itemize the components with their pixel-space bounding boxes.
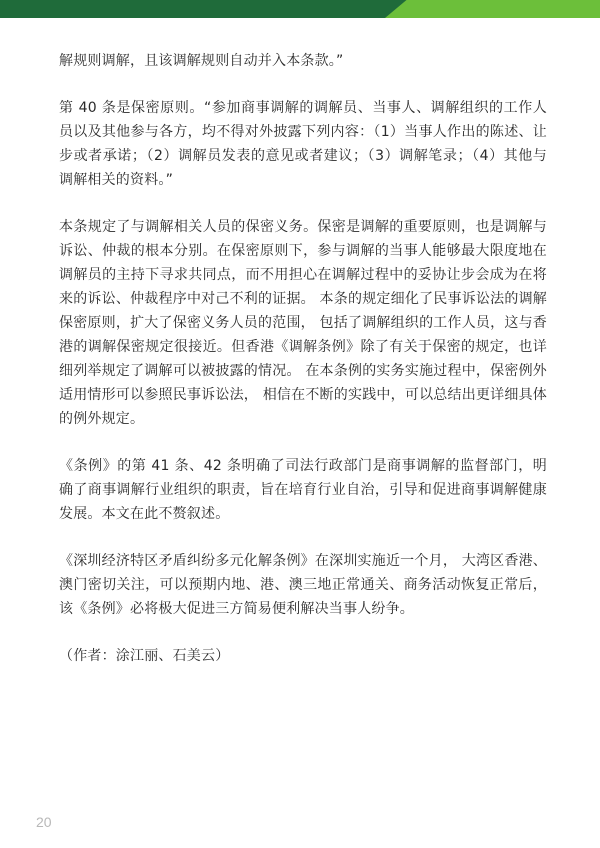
paragraph-authors: （作者：涂江丽、石美云） bbox=[59, 648, 230, 664]
page-number: 20 bbox=[36, 814, 52, 830]
header-bar-accent bbox=[385, 0, 600, 18]
paragraph-article-40: 第 40 条是保密原则。“参加商事调解的调解员、当事人、调解组织的工作人员以及其他参与各方，均不得对外披露下列内容：（1）当事人作出的陈述、让步或者承诺；（2）调解员发表的意见或者建议；（3）调解笔录；（4）其他与调解相关的资料。” bbox=[59, 100, 547, 188]
paragraph-articles-41-42: 《条例》的第 41 条、42 条明确了司法行政部门是商事调解的监督部门，明确了商事调解行业组织的职责，旨在培育行业自治，引导和促进商事调解健康发展。本文在此不赘叙述。 bbox=[59, 458, 547, 522]
paragraph-continuation: 解规则调解，且该调解规则自动并入本条款。” bbox=[59, 53, 344, 69]
paragraph-confidentiality: 本条规定了与调解相关人员的保密义务。保密是调解的重要原则，也是调解与诉讼、仲裁的根本分别。在保密原则下，参与调解的当事人能够最大限度地在调解员的主持下寻求共同点，而不用担心在调解过程中的妥协让步会成为在将来的诉讼、仲裁程序中对己不利的证据。 本条的规定细化了民事诉讼法的调解保密原则，扩大了保密义务人员的范围， 包括了调解组织的工作人员，这与香港的调解保密规定很接近。但香港《调解条例》除了有关于保密的规定，也详细列举规定了调解可以被披露的情况。 在本条例的实务实施过程中，保密例外适用情形可以参照民事诉讼法， 相信在不断的实践中，可以总结出更详细具体的例外规定。 bbox=[59, 219, 547, 427]
paragraph-shenzhen-regulation: 《深圳经济特区矛盾纠纷多元化解条例》在深圳实施近一个月， 大湾区香港、澳门密切关注，可以预期内地、港、澳三地正常通关、商务活动恢复正常后，该《条例》必将极大促进三方简易便利解决当事人纷争。 bbox=[59, 553, 547, 617]
document-body bbox=[59, 49, 547, 691]
